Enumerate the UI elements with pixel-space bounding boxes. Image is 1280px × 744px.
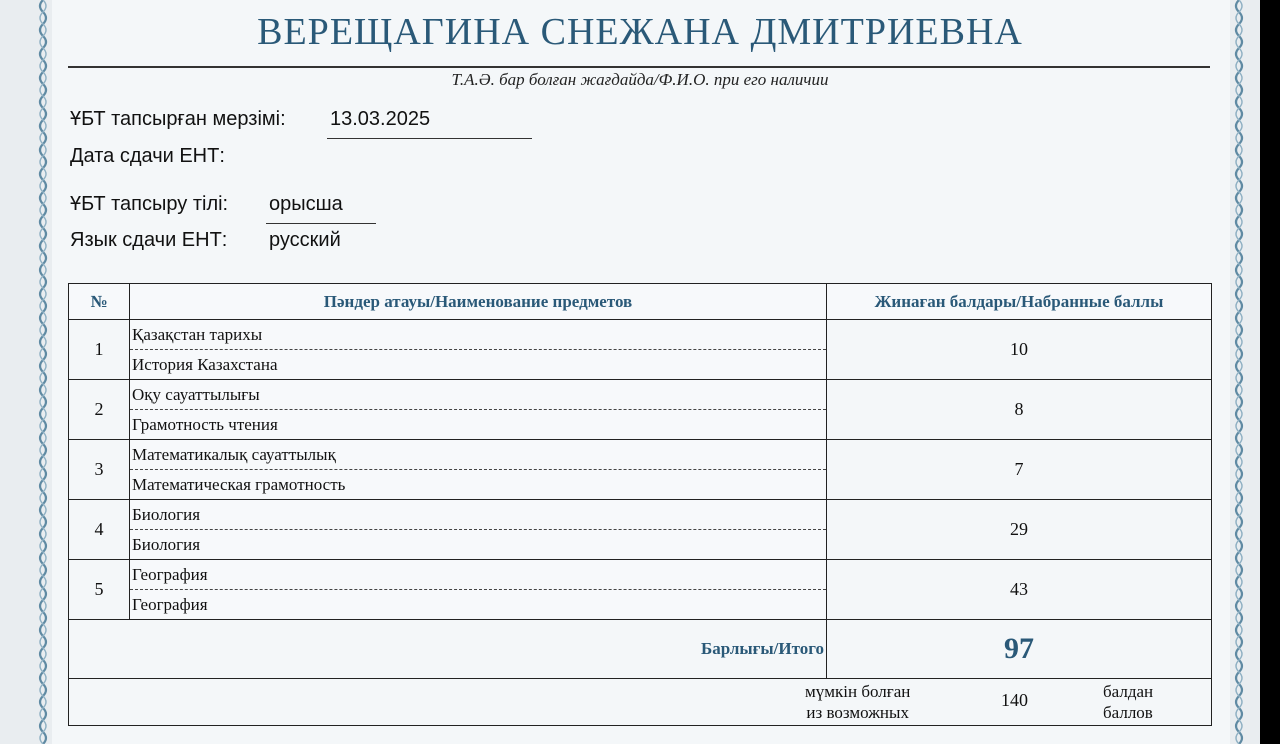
row-number: 1 xyxy=(69,320,130,380)
name-caption: Т.А.Ә. бар болған жағдайда/Ф.И.О. при его наличии xyxy=(451,70,829,89)
possible-cell xyxy=(69,679,1212,726)
exam-language-label-kz: ҰБТ тапсыру тілі: xyxy=(70,193,229,215)
possible-suffix xyxy=(1103,681,1153,723)
total-label: Барлығы/Итого xyxy=(69,620,827,679)
table-row xyxy=(69,320,1212,380)
subject-cell xyxy=(130,320,827,380)
table-row xyxy=(69,440,1212,500)
subject-name-ru: География xyxy=(132,595,208,614)
subject-name-kz: Математикалық сауаттылық xyxy=(130,440,826,470)
table-header-row xyxy=(69,284,1212,320)
name-underline xyxy=(68,66,1210,68)
possible-prefix xyxy=(805,681,910,723)
table-row xyxy=(69,560,1212,620)
exam-language-value-kz: орысша xyxy=(269,193,343,215)
ornamental-border-left xyxy=(36,0,50,744)
exam-date-underline xyxy=(327,138,532,139)
total-row xyxy=(69,620,1212,679)
subject-score: 7 xyxy=(827,440,1212,500)
row-number: 5 xyxy=(69,560,130,620)
row-number: 2 xyxy=(69,380,130,440)
subject-name-ru: История Казахстана xyxy=(132,355,278,374)
header-number: № xyxy=(69,284,130,320)
subject-score: 10 xyxy=(827,320,1212,380)
exam-language-underline xyxy=(266,223,376,224)
exam-language-value-ru: русский xyxy=(269,229,341,251)
subject-name-ru: Биология xyxy=(132,535,201,554)
exam-date-label-kz: ҰБТ тапсырған мерзімі: xyxy=(70,108,286,130)
total-score: 97 xyxy=(827,620,1212,679)
possible-max-score: 140 xyxy=(1001,690,1028,710)
row-number: 3 xyxy=(69,440,130,500)
possible-suffix-ru: баллов xyxy=(1103,703,1153,722)
possible-suffix-kz: балдан xyxy=(1103,682,1154,701)
table-row xyxy=(69,380,1212,440)
header-score: Жинаған балдары/Набранные баллы xyxy=(827,284,1212,320)
scores-table xyxy=(68,283,1212,726)
table-row xyxy=(69,500,1212,560)
exam-date-value: 13.03.2025 xyxy=(330,108,431,130)
subject-score: 43 xyxy=(827,560,1212,620)
subject-name-kz: Оқу сауаттылығы xyxy=(130,380,826,410)
row-number: 4 xyxy=(69,500,130,560)
subject-cell xyxy=(130,560,827,620)
subject-cell xyxy=(130,440,827,500)
possible-prefix-ru: из возможных xyxy=(806,703,909,722)
subject-score: 29 xyxy=(827,500,1212,560)
subject-name-kz: Биология xyxy=(130,500,826,530)
subject-name-ru: Грамотность чтения xyxy=(132,415,278,434)
possible-prefix-kz: мүмкін болған xyxy=(805,682,911,701)
exam-date-label-ru: Дата сдачи ЕНТ: xyxy=(70,145,225,167)
exam-language-label-ru: Язык сдачи ЕНТ: xyxy=(70,229,228,251)
ornamental-border-right xyxy=(1232,0,1246,744)
subject-name-ru: Математическая грамотность xyxy=(132,475,346,494)
student-full-name: ВЕРЕЩАГИНА СНЕЖАНА ДМИТРИЕВНА xyxy=(257,11,1023,53)
subject-cell xyxy=(130,380,827,440)
subject-name-kz: География xyxy=(130,560,826,590)
subject-name-kz: Қазақстан тарихы xyxy=(130,320,826,350)
header-subject: Пәндер атауы/Наименование предметов xyxy=(130,284,827,320)
subject-cell xyxy=(130,500,827,560)
subject-score: 8 xyxy=(827,380,1212,440)
possible-row xyxy=(69,679,1212,726)
